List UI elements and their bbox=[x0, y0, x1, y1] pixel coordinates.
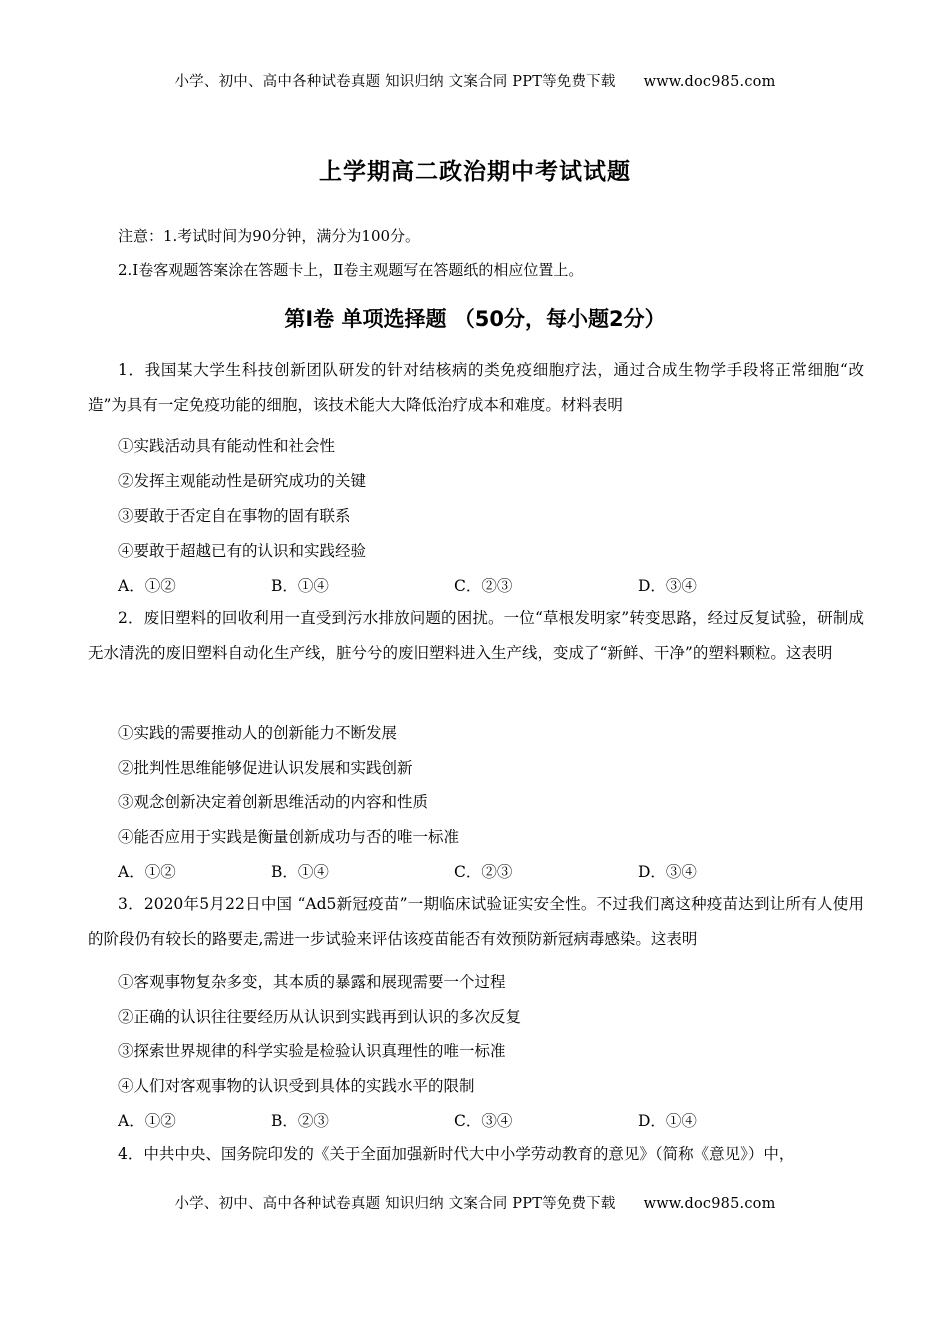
question-1-item-1: ①实践活动具有能动性和社会性 bbox=[118, 437, 336, 455]
question-1-choice-d[interactable]: D．③④ bbox=[638, 577, 697, 595]
question-1-stem: 1．我国某大学生科技创新团队研发的针对结核病的类免疫细胞疗法，通过合成生物学手段将正常细胞“改造”为具有一定免疫功能的细胞，该技术能大大降低治疗成本和难度。材料表明 bbox=[88, 361, 864, 414]
question-2-item-2: ②批判性思维能够促进认识发展和实践创新 bbox=[118, 759, 413, 777]
question-2-choice-c[interactable]: C．②③ bbox=[454, 863, 513, 881]
question-3-choice-b[interactable]: B．②③ bbox=[271, 1112, 329, 1130]
question-2-choice-b[interactable]: B．①④ bbox=[271, 863, 329, 881]
question-1-choice-b[interactable]: B．①④ bbox=[271, 577, 329, 595]
question-3-choice-c[interactable]: C．③④ bbox=[454, 1112, 513, 1130]
exam-title: 上学期高二政治期中考试试题 bbox=[319, 159, 631, 185]
question-2-stem: 2．废旧塑料的回收利用一直受到污水排放问题的困扰。一位“草根发明家”转变思路，经过反复试验，研制成无水清洗的废旧塑料自动化生产线，脏兮兮的废旧塑料进入生产线，变成了“新鲜、干净”的塑料颗粒。这表明 bbox=[88, 609, 864, 662]
question-3-item-2: ②正确的认识往往要经历从认识到实践再到认识的多次反复 bbox=[118, 1008, 522, 1026]
question-1-item-4: ④要敢于超越已有的认识和实践经验 bbox=[118, 542, 367, 560]
question-3-item-3: ③探索世界规律的科学实验是检验认识真理性的唯一标准 bbox=[118, 1042, 506, 1060]
question-4-stem: 4．中共中央、国务院印发的《关于全面加强新时代大中小学劳动教育的意见》（简称《意见》）中， bbox=[118, 1145, 795, 1163]
question-2-item-3: ③观念创新决定着创新思维活动的内容和性质 bbox=[118, 793, 429, 811]
header-text: 小学、初中、高中各种试卷真题 知识归纳 文案合同 PPT等免费下载 bbox=[174, 74, 616, 90]
question-2-choice-a[interactable]: A．①② bbox=[118, 863, 176, 881]
question-1-item-2: ②发挥主观能动性是研究成功的关键 bbox=[118, 472, 367, 490]
question-3-item-4: ④人们对客观事物的认识受到具体的实践水平的限制 bbox=[118, 1077, 475, 1095]
question-2-item-1: ①实践的需要推动人的创新能力不断发展 bbox=[118, 724, 398, 742]
question-1-choice-c[interactable]: C．②③ bbox=[454, 577, 513, 595]
page-footer bbox=[0, 1192, 950, 1213]
footer-text: 小学、初中、高中各种试卷真题 知识归纳 文案合同 PPT等免费下载 bbox=[174, 1196, 616, 1212]
note-line-2: 2.I卷客观题答案涂在答题卡上，Ⅱ卷主观题写在答题纸的相应位置上。 bbox=[118, 261, 584, 279]
section-heading: 第Ⅰ卷 单项选择题 （50分，每小题2分） bbox=[284, 307, 666, 331]
header-url[interactable]: www.doc985.com bbox=[643, 74, 776, 90]
question-2-item-4: ④能否应用于实践是衡量创新成功与否的唯一标准 bbox=[118, 828, 460, 846]
footer-url[interactable]: www.doc985.com bbox=[643, 1196, 776, 1212]
note-line-1: 注意：1.考试时间为90分钟，满分为100分。 bbox=[118, 227, 421, 245]
question-3-choice-d[interactable]: D．①④ bbox=[638, 1112, 697, 1130]
question-3-stem: 3．2020年5月22日中国 “Ad5新冠疫苗”一期临床试验证实安全性。不过我们离这种疫苗达到让所有人使用的阶段仍有较长的路要走,需进一步试验来评估该疫苗能否有效预防新冠病毒感染。这表明 bbox=[88, 895, 864, 948]
question-3-choice-a[interactable]: A．①② bbox=[118, 1112, 176, 1130]
question-1-choice-a[interactable]: A．①② bbox=[118, 577, 176, 595]
question-1-item-3: ③要敢于否定自在事物的固有联系 bbox=[118, 507, 351, 525]
question-2-choice-d[interactable]: D．③④ bbox=[638, 863, 697, 881]
page-header bbox=[0, 70, 950, 91]
question-3-item-1: ①客观事物复杂多变，其本质的暴露和展现需要一个过程 bbox=[118, 973, 506, 991]
